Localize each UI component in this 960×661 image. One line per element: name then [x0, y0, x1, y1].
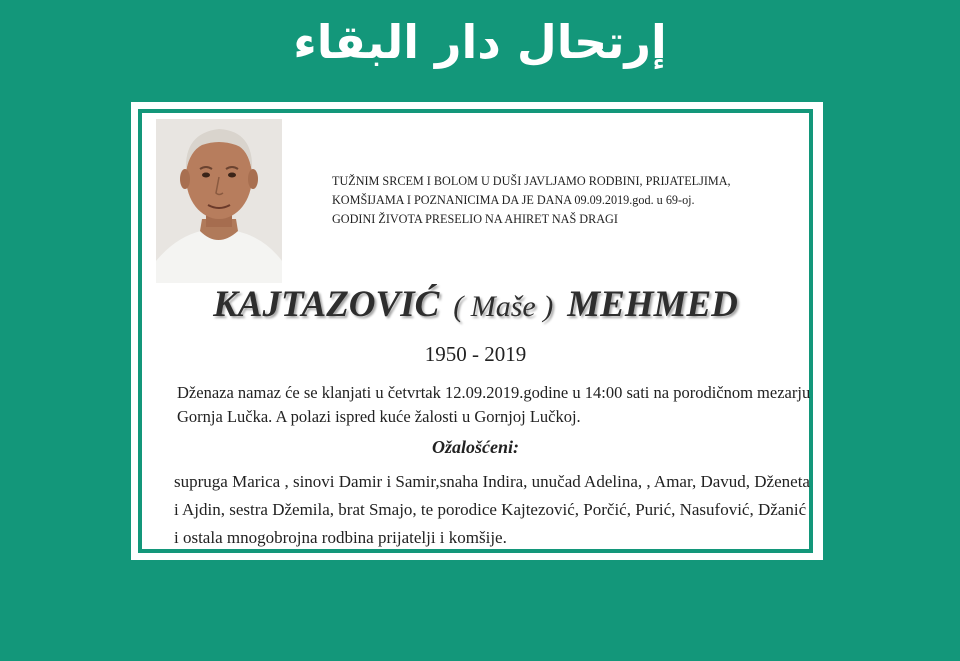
funeral-line: Dženaza namaz će se klanjati u četvrtak 12.09.2019.godine u 14:00 sati na porodičnom mezarju — [177, 383, 811, 402]
mourners-line: i Ajdin, sestra Džemila, brat Smajo, te porodice Kajtezović, Porčić, Purić, Nasufović, Džanić — [174, 500, 807, 519]
funeral-details — [177, 381, 817, 429]
deceased-first-name: MEHMED — [567, 284, 738, 325]
notice-inner-frame — [138, 109, 813, 553]
mourners-line: supruga Marica , sinovi Damir i Samir,snaha Indira, unučad Adelina, , Amar, Davud, Dženeta — [174, 472, 810, 491]
arabic-calligraphy-header: إرتحال دار البقاء — [293, 15, 667, 69]
mourners-list — [174, 468, 814, 552]
intro-line: GODINI ŽIVOTA PRESELIO NA AHIRET NAŠ DRAGI — [332, 212, 618, 226]
deceased-portrait-photo — [156, 119, 282, 283]
mourners-heading: Ožalošćeni: — [432, 437, 519, 457]
notice-card — [131, 102, 823, 560]
mourners-line: i ostala mnogobrojna rodbina prijatelji i komšije. — [174, 528, 507, 547]
intro-announcement — [332, 172, 762, 229]
intro-line: TUŽNIM SRCEM I BOLOM U DUŠI JAVLJAMO RODBINI, PRIJATELJIMA, — [332, 174, 731, 188]
deceased-nickname: ( Maše ) — [453, 290, 554, 323]
deceased-name — [142, 283, 809, 326]
intro-line: KOMŠIJAMA I POZNANICIMA DA JE DANA 09.09.2019.god. u 69-oj. — [332, 193, 695, 207]
life-years: 1950 - 2019 — [424, 342, 527, 366]
deceased-surname: KAJTAZOVIĆ — [213, 284, 440, 325]
funeral-line: Gornja Lučka. A polazi ispred kuće žalosti u Gornjoj Lučkoj. — [177, 407, 581, 426]
